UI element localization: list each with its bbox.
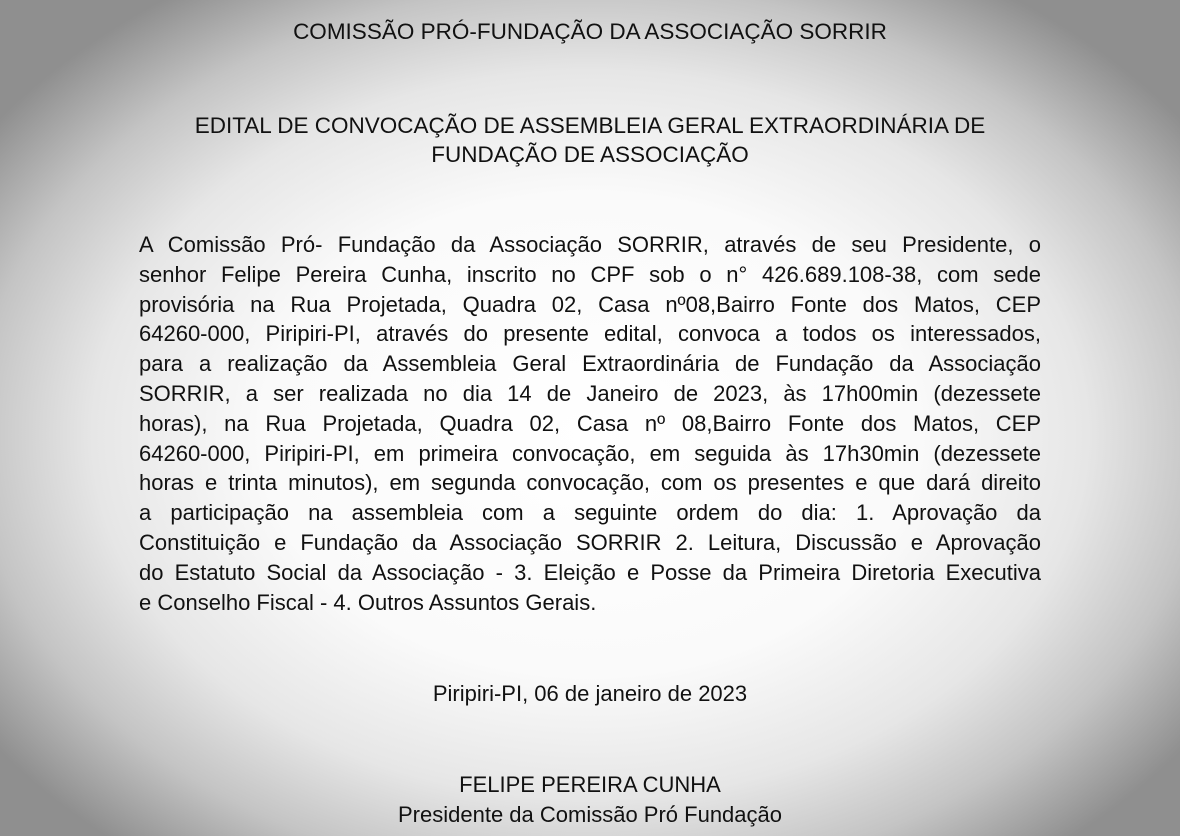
body-line: para a realização da Assembleia Geral Extraordinária de Fundação da Associação (139, 351, 1041, 377)
title-line: FUNDAÇÃO DE ASSOCIAÇÃO (431, 142, 749, 167)
place-and-date: Piripiri-PI, 06 de janeiro de 2023 (432, 681, 748, 706)
body-line: 64260-000, Piripiri-PI, em primeira convocação, em seguida às 17h30min (dezessete (139, 440, 1041, 466)
signer-role: Presidente da Comissão Pró Fundação (398, 802, 782, 827)
body-line: do Estatuto Social da Associação - 3. Eleição e Posse da Primeira Diretoria Executiva (139, 559, 1041, 585)
body-line: horas e trinta minutos), em segunda convocação, com os presentes e que dará direito (139, 470, 1041, 496)
body-line: SORRIR, a ser realizada no dia 14 de Janeiro de 2023, às 17h00min (dezessete (139, 380, 1041, 406)
title-line: EDITAL DE CONVOCAÇÃO DE ASSEMBLEIA GERAL EXTRAORDINÁRIA DE (194, 113, 986, 138)
signer-name: FELIPE PEREIRA CUNHA (459, 772, 721, 797)
body-line: provisória na Rua Projetada, Quadra 02, Casa nº08,Bairro Fonte dos Matos, CEP (139, 291, 1041, 317)
convocation-body (139, 230, 1041, 617)
body-line: e Conselho Fiscal - 4. Outros Assuntos Gerais. (139, 589, 597, 615)
document-title (140, 111, 1040, 169)
body-line: Constituição e Fundação da Associação SORRIR 2. Leitura, Discussão e Aprovação (139, 529, 1041, 555)
body-line: senhor Felipe Pereira Cunha, inscrito no CPF sob o n° 426.689.108-38, com sede (139, 261, 1041, 287)
commission-header: COMISSÃO PRÓ-FUNDAÇÃO DA ASSOCIAÇÃO SORRIR (293, 19, 887, 44)
body-line: A Comissão Pró- Fundação da Associação SORRIR, através de seu Presidente, o (139, 232, 1041, 257)
body-line: horas), na Rua Projetada, Quadra 02, Casa nº 08,Bairro Fonte dos Matos, CEP (139, 410, 1041, 436)
body-line: a participação na assembleia com a seguinte ordem do dia: 1. Aprovação da (139, 500, 1041, 526)
body-line: 64260-000, Piripiri-PI, através do presente edital, convoca a todos os interessados, (139, 321, 1041, 347)
